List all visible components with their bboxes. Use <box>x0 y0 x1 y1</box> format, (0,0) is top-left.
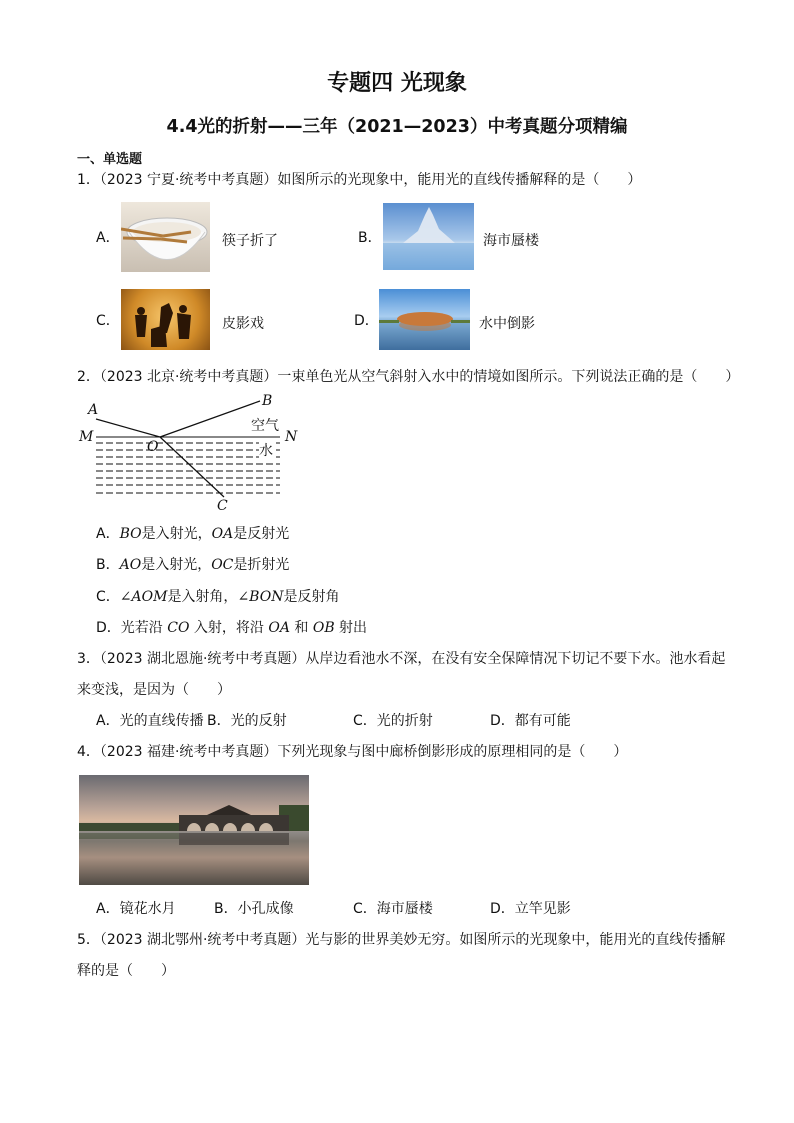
label-m: M <box>79 429 94 445</box>
q3-option-b: B．光的反射 <box>207 713 287 729</box>
label-b: B <box>262 393 273 409</box>
shadow-puppet-image <box>121 289 210 350</box>
q4-option-c: C．海市蜃楼 <box>353 901 433 917</box>
q1-option-a-letter: A． <box>96 230 120 246</box>
q1-option-d-caption: 水中倒影 <box>479 316 535 332</box>
label-a: A <box>88 402 99 418</box>
q3-option-a: A．光的直线传播 <box>96 713 204 729</box>
label-water: 水 <box>259 440 273 460</box>
q3-stem-line2: 来变浅，是因为（ ） <box>77 682 231 698</box>
page-title: 专题四 光现象 <box>327 71 467 96</box>
q4-option-d: D．立竿见影 <box>490 901 571 917</box>
label-n: N <box>285 429 298 445</box>
label-c: C <box>217 498 228 514</box>
q5-stem-line2: 释的是（ ） <box>77 963 175 979</box>
q1-option-c-caption: 皮影戏 <box>222 316 264 332</box>
q1-option-d-letter: D． <box>354 313 379 329</box>
section-heading: 一、单选题 <box>77 152 143 167</box>
q3-option-c: C．光的折射 <box>353 713 433 729</box>
q1-option-c-letter: C． <box>96 313 120 329</box>
q2-option-a: A．BO是入射光，OA是反射光 <box>96 526 290 542</box>
bridge-reflection-image <box>79 775 309 885</box>
q2-stem: 2．（2023 北京·统考中考真题）一束单色光从空气斜射入水中的情境如图所示。下列说法正确的是（ ） <box>77 369 740 385</box>
q5-stem-line1: 5．（2023 湖北鄂州·统考中考真题）光与影的世界美妙无穷。如图所示的光现象中，能用光的直线传播解 <box>77 932 726 948</box>
refraction-diagram <box>76 393 306 515</box>
q4-stem: 4．（2023 福建·统考中考真题）下列光现象与图中廊桥倒影形成的原理相同的是（ ） <box>77 744 628 760</box>
label-o: O <box>147 439 159 455</box>
q2-option-d: D．光若沿 CO 入射，将沿 OA 和 OB 射出 <box>96 620 368 636</box>
chopsticks-bowl-image <box>121 202 210 272</box>
q1-stem: 1．（2023 宁夏·统考中考真题）如图所示的光现象中，能用光的直线传播解释的是（ ） <box>77 172 642 188</box>
q1-option-a-caption: 筷子折了 <box>222 233 278 249</box>
q2-option-c: C．∠AOM是入射角，∠BON是反射角 <box>96 589 340 605</box>
q1-option-b-letter: B． <box>358 230 382 246</box>
q3-stem-line1: 3．（2023 湖北恩施·统考中考真题）从岸边看池水不深，在没有安全保障情况下切记不要下水。池水看起 <box>77 651 726 667</box>
page-subtitle: 4.4光的折射——三年（2021—2023）中考真题分项精编 <box>166 117 628 137</box>
mirage-image <box>383 203 474 270</box>
q1-option-b-caption: 海市蜃楼 <box>483 233 539 249</box>
q3-option-d: D．都有可能 <box>490 713 571 729</box>
label-air: 空气 <box>251 418 279 434</box>
q2-option-b: B．AO是入射光，OC是折射光 <box>96 557 290 573</box>
q4-option-b: B．小孔成像 <box>214 901 294 917</box>
water-reflection-image <box>379 289 470 350</box>
q4-option-a: A．镜花水月 <box>96 901 176 917</box>
